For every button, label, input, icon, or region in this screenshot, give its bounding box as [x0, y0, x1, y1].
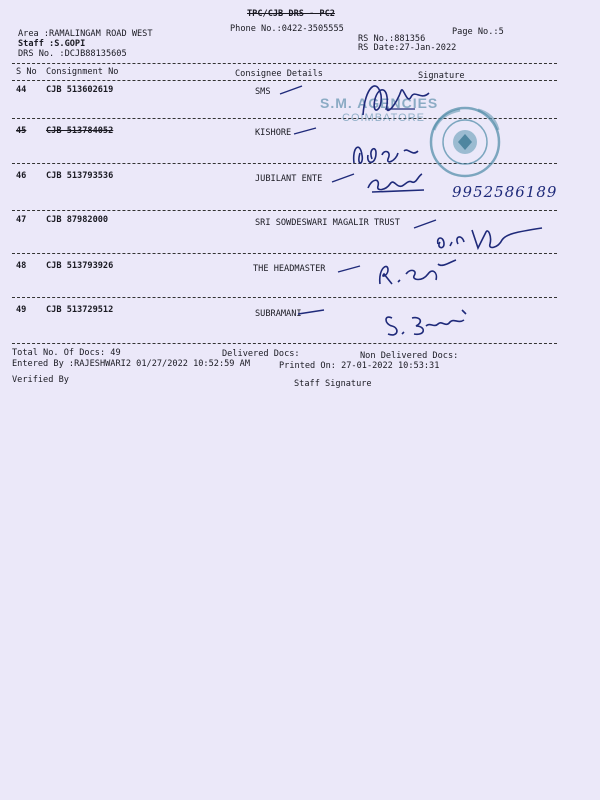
- tick-mark: [278, 84, 304, 96]
- company-stamp-text: S.M. AGENCIES: [320, 95, 439, 111]
- row-consignee: JUBILANT ENTE: [255, 174, 323, 184]
- tick-mark: [296, 306, 326, 318]
- header-divider: [12, 63, 557, 64]
- signature-sms: [355, 75, 435, 130]
- drs-number: DRS No. :DCJB88135605: [18, 49, 127, 59]
- col-sno: S No: [16, 67, 37, 77]
- tick-mark: [292, 124, 318, 136]
- row-sno: 44: [16, 85, 27, 95]
- row-consignment: CJB 513793536: [46, 171, 114, 181]
- row-consignment: CJB 513729512: [46, 305, 114, 315]
- columns-divider: [12, 80, 557, 81]
- row-consignee: THE HEADMASTER: [253, 264, 326, 274]
- page-number: Page No.:5: [452, 27, 504, 37]
- signature-headmaster: [372, 258, 462, 290]
- row-divider: [12, 210, 557, 211]
- row-consignee: SRI SOWDESWARI MAGALIR TRUST: [255, 218, 400, 228]
- signature-trust: [432, 222, 552, 256]
- handwritten-phone: 9952586189: [452, 183, 558, 201]
- row-sno: 49: [16, 305, 27, 315]
- tick-mark: [330, 172, 356, 184]
- row-sno: 47: [16, 215, 27, 225]
- row-consignment: CJB 513602619: [46, 85, 114, 95]
- col-consignment: Consignment No: [46, 67, 119, 77]
- tick-mark: [412, 218, 438, 230]
- signature-subramani: [380, 308, 490, 342]
- document-title: TPC/CJB DRS - PC2: [247, 9, 335, 19]
- tick-mark: [336, 262, 362, 274]
- non-delivered-docs: Non Delivered Docs:: [360, 351, 459, 361]
- row-consignment: CJB 513793926: [46, 261, 114, 271]
- entered-by: Entered By :RAJESHWARI2 01/27/2022 10:52:59 AM: [12, 359, 250, 369]
- verified-by: Verified By: [12, 375, 69, 385]
- printed-on: Printed On: 27-01-2022 10:53:31: [279, 361, 440, 371]
- delivered-docs: Delivered Docs:: [222, 349, 300, 359]
- row-consignee: SMS: [255, 87, 271, 97]
- company-stamp-city: COIMBATORE: [342, 112, 425, 124]
- rs-date: RS Date:27-Jan-2022: [358, 43, 457, 53]
- staff-label: Staff :S.GOPI: [18, 39, 86, 49]
- row-sno: 45: [16, 126, 27, 136]
- staff-signature-label: Staff Signature: [294, 379, 372, 389]
- row-consignment: CJB 513784052: [46, 126, 114, 136]
- col-signature: Signature: [418, 71, 465, 81]
- row-sno: 46: [16, 171, 27, 181]
- row-consignee: KISHORE: [255, 128, 292, 138]
- row-consignment: CJB 87982000: [46, 215, 109, 225]
- rs-number: RS No.:881356: [358, 34, 426, 44]
- total-docs: Total No. Of Docs: 49: [12, 348, 121, 358]
- row-sno: 48: [16, 261, 27, 271]
- area-label: Area :RAMALINGAM ROAD WEST: [18, 29, 153, 39]
- row-divider: [12, 343, 557, 344]
- col-consignee: Consignee Details: [235, 69, 323, 79]
- row-consignee: SUBRAMANI: [255, 309, 302, 319]
- signature-jubilant: [362, 168, 452, 198]
- phone-number: Phone No.:0422-3505555: [230, 24, 344, 34]
- row-divider: [12, 297, 557, 298]
